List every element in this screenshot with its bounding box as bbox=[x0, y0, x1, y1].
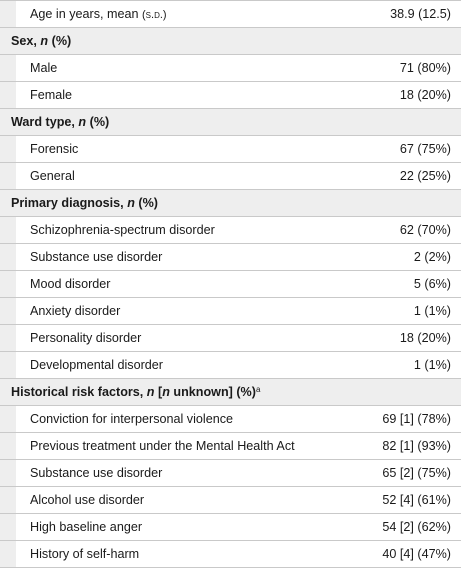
row-value: 5 (6%) bbox=[332, 271, 461, 298]
row-value: 2 (2%) bbox=[332, 244, 461, 271]
row-label: General bbox=[0, 163, 332, 190]
table-row bbox=[0, 406, 461, 433]
row-label: Alcohol use disorder bbox=[0, 487, 332, 514]
footnote-marker: a bbox=[255, 385, 261, 394]
row-label: Forensic bbox=[0, 136, 332, 163]
row-label: Substance use disorder bbox=[0, 244, 332, 271]
section-title: Primary diagnosis, n (%) bbox=[0, 190, 461, 217]
row-value: 65 [2] (75%) bbox=[332, 460, 461, 487]
table-row-age bbox=[0, 1, 461, 28]
row-value: 18 (20%) bbox=[332, 325, 461, 352]
row-label: Previous treatment under the Mental Health Act bbox=[0, 433, 332, 460]
table-row bbox=[0, 514, 461, 541]
row-label: Male bbox=[0, 55, 332, 82]
row-label: Female bbox=[0, 82, 332, 109]
table-row bbox=[0, 325, 461, 352]
row-label: Personality disorder bbox=[0, 325, 332, 352]
row-label: High baseline anger bbox=[0, 514, 332, 541]
row-label: Age in years, mean (s.d.) bbox=[0, 1, 332, 28]
table-row bbox=[0, 271, 461, 298]
row-value: 82 [1] (93%) bbox=[332, 433, 461, 460]
row-label: Substance use disorder bbox=[0, 460, 332, 487]
table-row bbox=[0, 82, 461, 109]
row-value: 54 [2] (62%) bbox=[332, 514, 461, 541]
row-label: Developmental disorder bbox=[0, 352, 332, 379]
section-header-ward-type bbox=[0, 109, 461, 136]
row-value: 38.9 (12.5) bbox=[332, 1, 461, 28]
row-value: 67 (75%) bbox=[332, 136, 461, 163]
row-value: 69 [1] (78%) bbox=[332, 406, 461, 433]
row-label: Mood disorder bbox=[0, 271, 332, 298]
row-label: History of self-harm bbox=[0, 541, 332, 568]
table-row bbox=[0, 163, 461, 190]
row-value: 40 [4] (47%) bbox=[332, 541, 461, 568]
row-value: 1 (1%) bbox=[332, 298, 461, 325]
row-value: 62 (70%) bbox=[332, 217, 461, 244]
row-label: Conviction for interpersonal violence bbox=[0, 406, 332, 433]
table-row bbox=[0, 217, 461, 244]
section-header-primary-diagnosis bbox=[0, 190, 461, 217]
section-title: Historical risk factors, n [n unknown] (%)$^a$ bbox=[0, 379, 461, 406]
row-label: Schizophrenia-spectrum disorder bbox=[0, 217, 332, 244]
row-value: 22 (25%) bbox=[332, 163, 461, 190]
section-header-sex bbox=[0, 28, 461, 55]
section-title: Ward type, n (%) bbox=[0, 109, 461, 136]
table-row bbox=[0, 352, 461, 379]
section-title: Sex, n (%) bbox=[0, 28, 461, 55]
row-value: 71 (80%) bbox=[332, 55, 461, 82]
table-row bbox=[0, 244, 461, 271]
row-label: Anxiety disorder bbox=[0, 298, 332, 325]
table-row bbox=[0, 298, 461, 325]
table-row bbox=[0, 487, 461, 514]
table-row bbox=[0, 136, 461, 163]
table-row bbox=[0, 541, 461, 568]
table-row bbox=[0, 460, 461, 487]
row-value: 1 (1%) bbox=[332, 352, 461, 379]
section-header-historical-risk-factors bbox=[0, 379, 461, 406]
row-value: 18 (20%) bbox=[332, 82, 461, 109]
table-row bbox=[0, 55, 461, 82]
row-value: 52 [4] (61%) bbox=[332, 487, 461, 514]
table-row bbox=[0, 433, 461, 460]
